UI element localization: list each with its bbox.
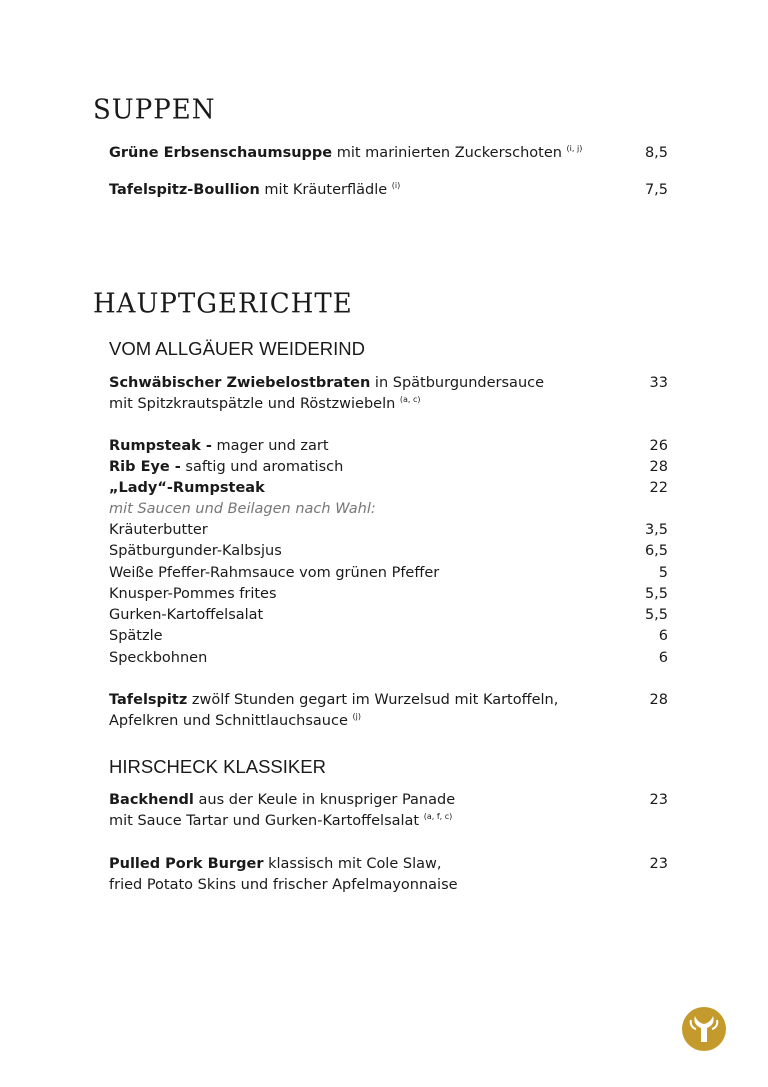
item-price: 28 (649, 459, 668, 475)
menu-item (109, 854, 668, 874)
side-name: Weiße Pfeffer-Rahmsauce vom grünen Pfeffer (109, 565, 440, 581)
subsection-title-weiderind: VOM ALLGÄUER WEIDERIND (109, 338, 365, 359)
item-allergens: (a, c) (399, 395, 421, 405)
sides-intro (109, 499, 668, 519)
section-title-suppen: SUPPEN (93, 94, 216, 126)
side-price: 3,5 (644, 522, 668, 538)
menu-item (109, 478, 668, 498)
side-name: Kräuterbutter (109, 522, 208, 538)
side-item (109, 584, 668, 604)
side-item (109, 626, 668, 646)
deer-antler-logo-icon (681, 1006, 727, 1052)
side-name: Knusper-Pommes frites (109, 586, 277, 602)
item-desc: saftig und aromatisch (180, 459, 344, 475)
side-name: Spätburgunder-Kalbsjus (109, 543, 282, 559)
menu-item-continued (109, 711, 668, 731)
item-name: „Lady“-Rumpsteak (109, 480, 265, 496)
item-name: Schwäbischer Zwiebelostbraten (109, 375, 371, 391)
menu-item (109, 457, 668, 477)
item-desc: klassisch mit Cole Slaw, (263, 856, 442, 872)
menu-item (109, 790, 668, 810)
side-item (109, 563, 668, 583)
side-price: 5 (658, 565, 668, 581)
side-price: 6 (658, 650, 668, 666)
item-name: Tafelspitz (109, 692, 188, 708)
item-name: Tafelspitz-Boullion (109, 182, 260, 198)
side-item (109, 648, 668, 668)
section-title-hauptgerichte: HAUPTGERICHTE (93, 288, 353, 320)
item-desc: mager und zart (211, 438, 329, 454)
item-desc: in Spätburgundersauce (370, 375, 545, 391)
menu-item-continued (109, 811, 668, 831)
menu-item (109, 143, 668, 163)
item-allergens: (i, j) (566, 144, 583, 154)
menu-item (109, 180, 668, 200)
side-price: 5,5 (644, 607, 668, 623)
item-price: 22 (649, 480, 668, 496)
side-name: Speckbohnen (109, 650, 208, 666)
menu-item-continued (109, 394, 668, 414)
sides-intro-text: mit Saucen und Beilagen nach Wahl: (109, 501, 376, 517)
subsection-title-klassiker: HIRSCHECK KLASSIKER (109, 756, 326, 777)
side-item (109, 541, 668, 561)
item-price: 33 (649, 375, 668, 391)
side-item (109, 605, 668, 625)
item-desc-line2: fried Potato Skins und frischer Apfelmayonnaise (109, 877, 458, 893)
side-price: 5,5 (644, 586, 668, 602)
item-desc: aus der Keule in knuspriger Panade (193, 792, 456, 808)
item-name: Rib Eye - (109, 459, 181, 475)
item-name: Grüne Erbsenschaumsuppe (109, 145, 333, 161)
item-allergens: (a, f, c) (423, 812, 453, 822)
item-desc: zwölf Stunden gegart im Wurzelsud mit Kartoffeln, (187, 692, 559, 708)
item-desc-line2: mit Sauce Tartar und Gurken-Kartoffelsalat (109, 813, 420, 829)
menu-item (109, 690, 668, 710)
item-allergens: (j) (352, 712, 361, 722)
menu-item-continued (109, 875, 668, 895)
item-name: Rumpsteak - (109, 438, 212, 454)
item-allergens: (i) (391, 181, 401, 191)
side-name: Gurken-Kartoffelsalat (109, 607, 264, 623)
item-price: 8,5 (644, 145, 668, 161)
item-desc-line2: mit Spitzkrautspätzle und Röstzwiebeln (109, 396, 396, 412)
item-name: Backhendl (109, 792, 194, 808)
side-name: Spätzle (109, 628, 163, 644)
item-price: 23 (649, 792, 668, 808)
item-desc: mit marinierten Zuckerschoten (332, 145, 562, 161)
item-price: 28 (649, 692, 668, 708)
item-desc: mit Kräuterflädle (259, 182, 388, 198)
item-desc-line2: Apfelkren und Schnittlauchsauce (109, 713, 348, 729)
item-price: 7,5 (644, 182, 668, 198)
side-price: 6 (658, 628, 668, 644)
item-price: 23 (649, 856, 668, 872)
item-price: 26 (649, 438, 668, 454)
side-item (109, 520, 668, 540)
item-name: Pulled Pork Burger (109, 856, 264, 872)
menu-item (109, 373, 668, 393)
menu-item (109, 436, 668, 456)
side-price: 6,5 (644, 543, 668, 559)
